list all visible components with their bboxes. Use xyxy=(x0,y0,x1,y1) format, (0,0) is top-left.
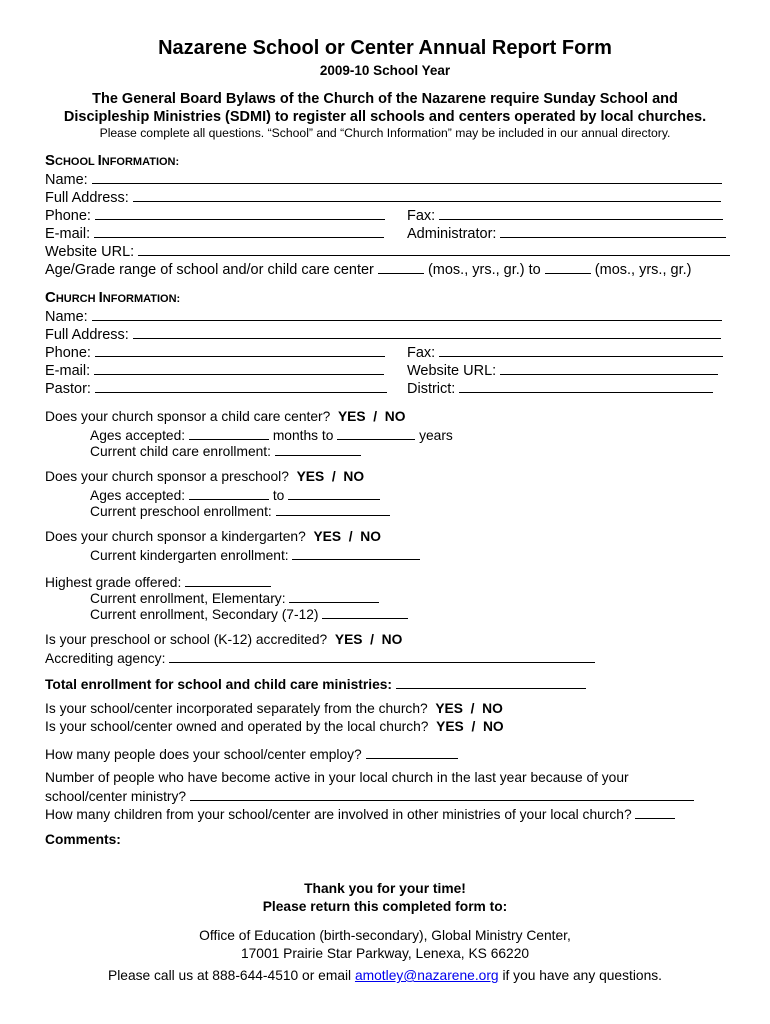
preschool-question xyxy=(45,469,364,484)
kinder-enroll-field[interactable] xyxy=(292,546,420,560)
childcare-question xyxy=(45,409,405,424)
accredited-slash: / xyxy=(370,632,374,647)
church-email-row xyxy=(45,361,384,379)
school-year: 2009-10 School Year xyxy=(319,63,451,78)
contact-suffix: if you have any questions. xyxy=(502,968,662,983)
owned-question-text: Is your school/center owned and operated by the local church? xyxy=(45,719,429,734)
school-age-from-field[interactable] xyxy=(378,260,424,274)
childcare-enroll-row xyxy=(90,442,361,459)
total-enroll-label: Total enrollment for school and child care ministries: xyxy=(45,677,393,692)
preschool-question-text: Does your church sponsor a preschool? xyxy=(45,469,289,484)
school-age-row xyxy=(45,260,691,278)
children-question xyxy=(45,805,675,822)
preschool-enroll-field[interactable] xyxy=(276,502,390,516)
accredited-question-text: Is your preschool or school (K-12) accredited? xyxy=(45,632,328,647)
church-name-row xyxy=(45,307,722,325)
school-age-mid: (mos., yrs., gr.) to xyxy=(427,262,541,278)
church-fax-label: Fax: xyxy=(407,345,436,361)
owned-question xyxy=(45,719,504,734)
church-address-label: Full Address: xyxy=(45,327,129,343)
active-field[interactable] xyxy=(190,787,694,801)
preschool-ages-to-field[interactable] xyxy=(288,486,380,500)
church-phone-row xyxy=(45,343,385,361)
church-website-row xyxy=(407,361,718,379)
comments-label: Comments: xyxy=(45,832,121,847)
owned-slash: / xyxy=(471,719,476,734)
kinder-enroll-label: Current kindergarten enrollment: xyxy=(90,548,289,563)
school-name-row xyxy=(45,170,722,188)
church-website-label: Website URL: xyxy=(407,363,497,379)
childcare-months-to: months to xyxy=(272,428,334,443)
school-email-field[interactable] xyxy=(94,224,384,238)
children-field[interactable] xyxy=(635,805,675,819)
preschool-ages-label: Ages accepted: xyxy=(90,488,186,503)
sec-enroll-row xyxy=(90,605,408,622)
accredited-no[interactable]: NO xyxy=(381,632,403,647)
preschool-enroll-label: Current preschool enrollment: xyxy=(90,504,272,519)
preschool-slash: / xyxy=(331,469,336,484)
contact-prefix: Please call us at 888-644-4510 or email xyxy=(108,968,352,983)
school-email-row xyxy=(45,224,384,242)
school-website-label: Website URL: xyxy=(45,244,135,260)
accrediting-agency-row xyxy=(45,649,595,666)
owned-no[interactable]: NO xyxy=(482,719,504,734)
childcare-question-text: Does your church sponsor a child care center? xyxy=(45,409,331,424)
preschool-ages-from-field[interactable] xyxy=(189,486,269,500)
incorporated-question-text: Is your school/center incorporated separately from the church? xyxy=(45,701,428,716)
office-address: 17001 Prairie Star Parkway, Lenexa, KS 66220 xyxy=(240,946,530,961)
childcare-enroll-label: Current child care enrollment: xyxy=(90,444,271,459)
school-fax-label: Fax: xyxy=(407,208,436,224)
school-admin-label: Administrator: xyxy=(407,226,497,242)
school-phone-label: Phone: xyxy=(45,208,91,224)
kinder-enroll-row xyxy=(90,546,420,563)
accredited-question xyxy=(45,632,402,647)
church-website-field[interactable] xyxy=(500,361,718,375)
school-age-end: (mos., yrs., gr.) xyxy=(594,262,692,278)
highest-grade-field[interactable] xyxy=(185,573,271,587)
childcare-yes[interactable]: YES xyxy=(337,409,366,424)
childcare-ages-row xyxy=(90,426,453,443)
school-age-to-field[interactable] xyxy=(545,260,591,274)
church-name-label: Name: xyxy=(45,309,88,325)
school-name-label: Name: xyxy=(45,172,88,188)
school-website-field[interactable] xyxy=(138,242,730,256)
employ-question xyxy=(45,745,458,762)
school-fax-row xyxy=(407,206,723,224)
sec-enroll-field[interactable] xyxy=(322,605,408,619)
owned-yes[interactable]: YES xyxy=(436,719,464,734)
school-phone-row xyxy=(45,206,385,224)
preschool-no[interactable]: NO xyxy=(343,469,365,484)
incorporated-question xyxy=(45,701,503,716)
contact-line xyxy=(0,968,770,983)
accrediting-agency-field[interactable] xyxy=(169,649,595,663)
school-fax-field[interactable] xyxy=(439,206,723,220)
highest-grade-label: Highest grade offered: xyxy=(45,575,182,590)
active-question-line2 xyxy=(45,787,694,804)
highest-grade-row xyxy=(45,573,271,590)
office-text: Office of Education (birth-secondary), Global Ministry Center, xyxy=(199,928,571,943)
total-enroll-row xyxy=(45,675,586,692)
school-address-row xyxy=(45,188,721,206)
employ-question-text: How many people does your school/center employ? xyxy=(45,747,362,762)
active-question-text: school/center ministry? xyxy=(45,789,187,804)
kinder-no[interactable]: NO xyxy=(360,529,381,544)
preschool-yes[interactable]: YES xyxy=(296,469,325,484)
preschool-ages-row xyxy=(90,486,380,503)
childcare-years: years xyxy=(419,428,453,443)
school-address-label: Full Address: xyxy=(45,190,129,206)
school-email-label: E-mail: xyxy=(45,226,91,242)
church-address-row xyxy=(45,325,721,343)
kinder-yes[interactable]: YES xyxy=(313,529,342,544)
childcare-enroll-field[interactable] xyxy=(275,442,361,456)
kinder-question xyxy=(45,529,381,544)
childcare-slash: / xyxy=(373,409,378,424)
bylaw-line-1: The General Board Bylaws of the Church of the Nazarene require Sunday School and xyxy=(92,91,678,107)
church-address-field[interactable] xyxy=(133,325,721,339)
school-phone-field[interactable] xyxy=(95,206,385,220)
kinder-slash: / xyxy=(348,529,353,544)
preschool-to: to xyxy=(272,488,285,503)
active-question-line1: Number of people who have become active in your local church in the last year because of your xyxy=(45,770,629,785)
school-name-field[interactable] xyxy=(92,170,722,184)
thanks-text: Thank you for your time! xyxy=(304,881,466,896)
church-phone-field[interactable] xyxy=(95,343,385,357)
school-admin-row xyxy=(407,224,726,242)
incorporated-no[interactable]: NO xyxy=(482,701,503,716)
church-email-label: E-mail: xyxy=(45,363,91,379)
church-fax-row xyxy=(407,343,723,361)
email-link[interactable]: amotley@nazarene.org xyxy=(354,968,499,983)
instructions: Please complete all questions. “School” and “Church Information” may be included in our annual directory. xyxy=(99,126,671,140)
accrediting-agency-label: Accrediting agency: xyxy=(45,651,166,666)
sec-enroll-label: Current enrollment, Secondary (7-12) xyxy=(90,607,319,622)
church-district-row xyxy=(407,379,713,397)
church-pastor-field[interactable] xyxy=(95,379,387,393)
school-info-heading: SCHOOL INFORMATION: xyxy=(45,152,180,169)
church-pastor-label: Pastor: xyxy=(45,381,91,397)
school-website-row xyxy=(45,242,730,260)
church-district-field[interactable] xyxy=(459,379,713,393)
childcare-no[interactable]: NO xyxy=(384,409,406,424)
bylaw-line-2: Discipleship Ministries (SDMI) to register all schools and centers operated by local churches. xyxy=(63,109,707,125)
kinder-question-text: Does your church sponsor a kindergarten? xyxy=(45,529,306,544)
childcare-ages-years-field[interactable] xyxy=(337,426,415,440)
childcare-ages-label: Ages accepted: xyxy=(90,428,186,443)
church-phone-label: Phone: xyxy=(45,345,91,361)
school-admin-field[interactable] xyxy=(500,224,726,238)
elem-enroll-row xyxy=(90,589,379,606)
employ-field[interactable] xyxy=(366,745,458,759)
accredited-yes[interactable]: YES xyxy=(334,632,363,647)
church-district-label: District: xyxy=(407,381,456,397)
church-info-heading: CHURCH INFORMATION: xyxy=(45,289,181,306)
total-enroll-field[interactable] xyxy=(396,675,586,689)
church-pastor-row xyxy=(45,379,387,397)
church-name-field[interactable] xyxy=(92,307,722,321)
elem-enroll-field[interactable] xyxy=(289,589,379,603)
preschool-enroll-row xyxy=(90,502,390,519)
incorporated-yes[interactable]: YES xyxy=(435,701,463,716)
children-question-text: How many children from your school/center are involved in other ministries of your local church? xyxy=(45,807,632,822)
church-email-field[interactable] xyxy=(94,361,384,375)
page-title: Nazarene School or Center Annual Report Form xyxy=(158,37,612,59)
church-fax-field[interactable] xyxy=(439,343,723,357)
elem-enroll-label: Current enrollment, Elementary: xyxy=(90,591,286,606)
school-age-label: Age/Grade range of school and/or child care center xyxy=(45,262,374,278)
return-to-text: Please return this completed form to: xyxy=(262,899,508,914)
childcare-ages-months-field[interactable] xyxy=(189,426,269,440)
incorporated-slash: / xyxy=(470,701,475,716)
school-address-field[interactable] xyxy=(133,188,721,202)
